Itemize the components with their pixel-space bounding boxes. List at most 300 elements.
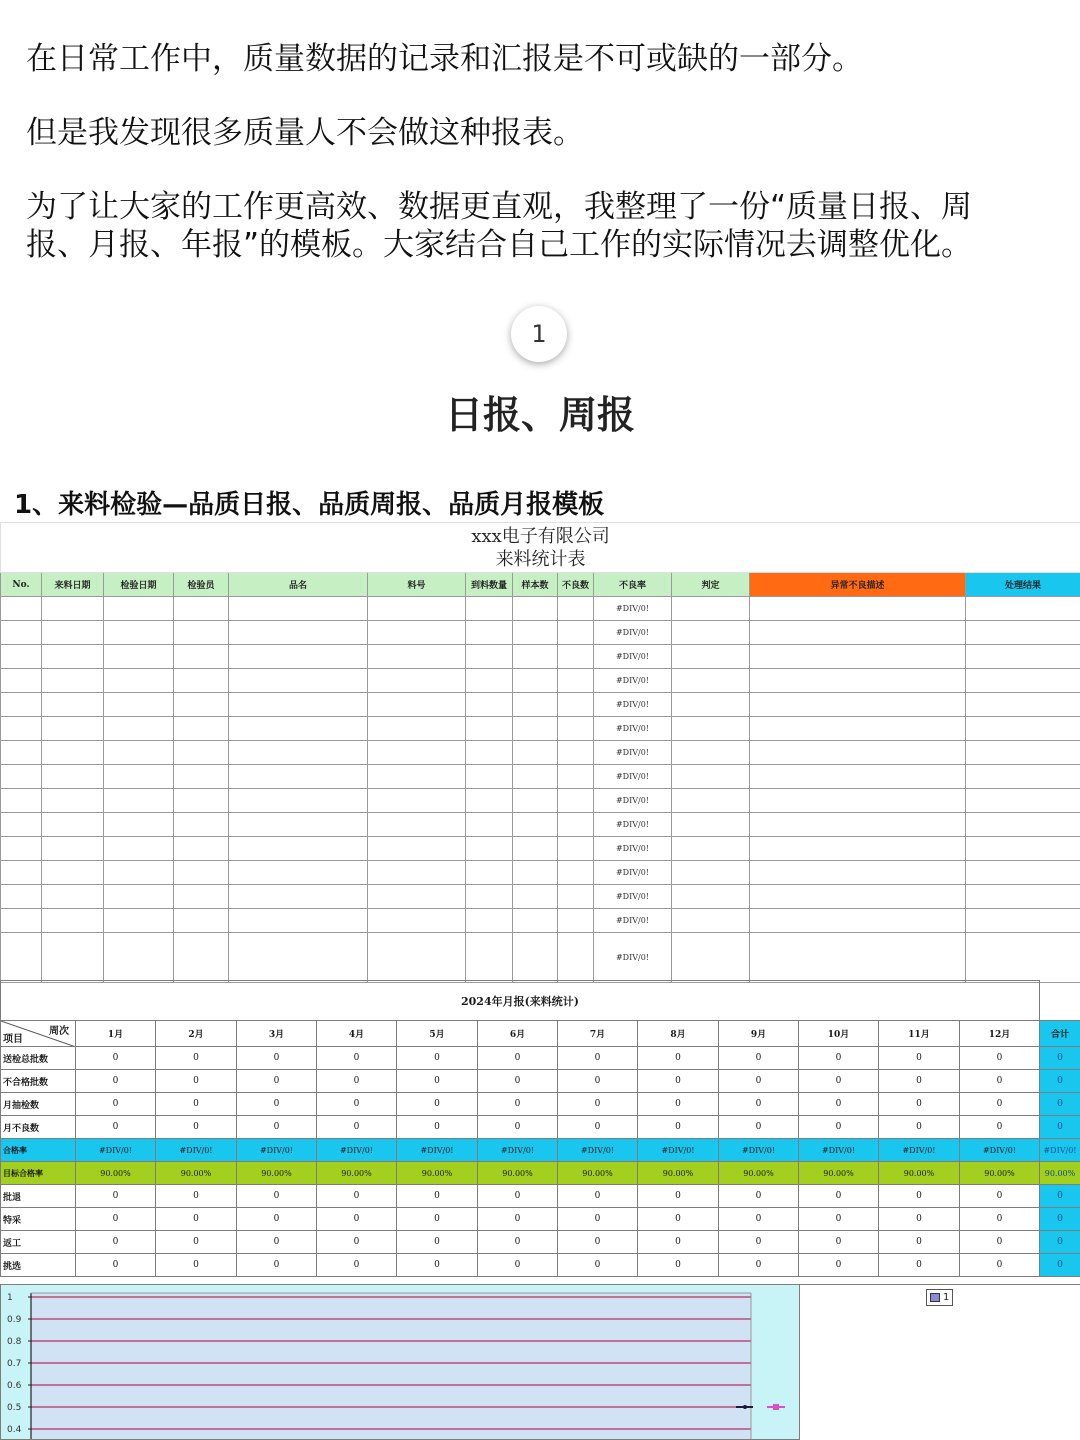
month-header: 9月	[719, 1021, 799, 1047]
monthly-value-cell: 90.00%	[638, 1162, 719, 1185]
monthly-row	[1, 1047, 1080, 1070]
daily-cell	[466, 909, 513, 933]
daily-cell	[1, 789, 42, 813]
daily-row	[1, 909, 1080, 933]
daily-cell	[174, 861, 229, 885]
daily-cell	[1, 909, 42, 933]
daily-cell	[1, 669, 42, 693]
corner-top-label: 周次	[49, 1026, 69, 1037]
daily-cell	[750, 861, 966, 885]
monthly-row	[1, 1254, 1080, 1277]
daily-cell	[368, 621, 466, 645]
monthly-value-cell: 90.00%	[879, 1162, 960, 1185]
monthly-row-label: 特采	[1, 1208, 76, 1231]
daily-cell	[229, 789, 368, 813]
monthly-row	[1, 1093, 1080, 1116]
chart-side-panel	[800, 1284, 1080, 1440]
daily-cell	[466, 669, 513, 693]
monthly-value-cell: 0	[397, 1093, 478, 1116]
daily-cell	[513, 933, 558, 983]
daily-cell	[1, 861, 42, 885]
monthly-value-cell: #DIV/0!	[76, 1139, 156, 1162]
monthly-value-cell: 0	[237, 1070, 317, 1093]
daily-cell	[104, 645, 174, 669]
monthly-value-cell: 0	[638, 1185, 719, 1208]
daily-cell	[42, 693, 104, 717]
monthly-value-cell: 0	[558, 1254, 638, 1277]
monthly-value-cell: 90.00%	[719, 1162, 799, 1185]
daily-row	[1, 693, 1080, 717]
daily-cell	[174, 741, 229, 765]
corner-bottom-label: 项目	[3, 1034, 23, 1045]
daily-cell	[104, 669, 174, 693]
daily-cell	[672, 645, 750, 669]
monthly-value-cell: 0	[478, 1185, 558, 1208]
monthly-value-cell: 0	[317, 1231, 397, 1254]
daily-cell	[966, 597, 1080, 621]
defect-rate-cell: #DIV/0!	[594, 789, 672, 813]
daily-cell	[750, 813, 966, 837]
daily-cell	[104, 861, 174, 885]
monthly-value-cell: 0	[879, 1185, 960, 1208]
daily-cell	[750, 717, 966, 741]
monthly-value-cell: 0	[76, 1254, 156, 1277]
daily-row	[1, 621, 1080, 645]
intro-paragraph-3-line-2: 报、月报、年报”的模板。大家结合自己工作的实际情况去调整优化。	[26, 227, 973, 263]
daily-col-header: 检验员	[174, 573, 229, 597]
daily-cell	[558, 789, 594, 813]
daily-cell	[672, 789, 750, 813]
daily-cell	[1, 645, 42, 669]
daily-cell	[966, 861, 1080, 885]
daily-cell	[558, 885, 594, 909]
defect-rate-cell: #DIV/0!	[594, 885, 672, 909]
daily-col-header: 料号	[368, 573, 466, 597]
monthly-row	[1, 1139, 1080, 1162]
caption-blank-cell	[1040, 981, 1080, 1021]
daily-cell	[229, 717, 368, 741]
daily-cell	[174, 669, 229, 693]
daily-row	[1, 741, 1080, 765]
monthly-value-cell: 0	[558, 1116, 638, 1139]
monthly-total-cell: 0	[1040, 1070, 1080, 1093]
monthly-value-cell: 0	[638, 1231, 719, 1254]
daily-cell	[104, 717, 174, 741]
monthly-row-label: 合格率	[1, 1139, 76, 1162]
daily-cell	[1, 717, 42, 741]
daily-cell	[750, 789, 966, 813]
monthly-value-cell: 0	[638, 1070, 719, 1093]
monthly-value-cell: 0	[799, 1070, 879, 1093]
monthly-value-cell: 0	[879, 1047, 960, 1070]
monthly-value-cell: 90.00%	[478, 1162, 558, 1185]
monthly-value-cell: 0	[237, 1231, 317, 1254]
y-tick-label: 0.9	[7, 1315, 22, 1325]
defect-rate-cell: #DIV/0!	[594, 909, 672, 933]
daily-row	[1, 717, 1080, 741]
monthly-value-cell: 0	[638, 1116, 719, 1139]
intro-text	[26, 40, 1056, 264]
daily-cell	[42, 597, 104, 621]
daily-cell	[513, 813, 558, 837]
monthly-value-cell: 0	[317, 1208, 397, 1231]
daily-cell	[1, 837, 42, 861]
monthly-row-label: 返工	[1, 1231, 76, 1254]
monthly-total-cell: 0	[1040, 1093, 1080, 1116]
daily-cell	[368, 885, 466, 909]
monthly-value-cell: 0	[156, 1116, 237, 1139]
daily-cell	[104, 789, 174, 813]
chart-legend	[926, 1289, 953, 1306]
daily-cell	[672, 693, 750, 717]
monthly-row	[1, 1116, 1080, 1139]
monthly-value-cell: 0	[799, 1254, 879, 1277]
daily-cell	[368, 765, 466, 789]
daily-cell	[229, 669, 368, 693]
daily-cell	[466, 693, 513, 717]
daily-cell	[368, 933, 466, 983]
monthly-value-cell: 0	[558, 1185, 638, 1208]
daily-cell	[42, 909, 104, 933]
daily-cell	[672, 813, 750, 837]
monthly-value-cell: 0	[799, 1116, 879, 1139]
monthly-row-label: 月不良数	[1, 1116, 76, 1139]
monthly-value-cell: 0	[719, 1254, 799, 1277]
month-header: 11月	[879, 1021, 960, 1047]
monthly-value-cell: 0	[879, 1070, 960, 1093]
daily-cell	[174, 693, 229, 717]
defect-rate-cell: #DIV/0!	[594, 765, 672, 789]
daily-cell	[229, 933, 368, 983]
daily-cell	[466, 717, 513, 741]
daily-cell	[750, 909, 966, 933]
monthly-value-cell: 90.00%	[799, 1162, 879, 1185]
monthly-value-cell: #DIV/0!	[879, 1139, 960, 1162]
daily-row	[1, 597, 1080, 621]
daily-cell	[466, 741, 513, 765]
monthly-value-cell: 0	[156, 1070, 237, 1093]
month-header: 5月	[397, 1021, 478, 1047]
daily-cell	[558, 933, 594, 983]
monthly-total-cell: 0	[1040, 1047, 1080, 1070]
daily-cell	[750, 669, 966, 693]
daily-col-header: 处理结果	[966, 573, 1080, 597]
daily-cell	[368, 789, 466, 813]
target-marker-point	[773, 1404, 779, 1410]
monthly-total-cell: #DIV/0!	[1040, 1139, 1080, 1162]
daily-cell	[558, 909, 594, 933]
daily-cell	[229, 765, 368, 789]
daily-cell	[558, 693, 594, 717]
monthly-value-cell: #DIV/0!	[317, 1139, 397, 1162]
month-header: 12月	[960, 1021, 1040, 1047]
monthly-value-cell: 0	[799, 1185, 879, 1208]
incoming-daily-table	[0, 522, 1080, 983]
company-name: xxx电子有限公司	[471, 525, 610, 547]
month-header: 3月	[237, 1021, 317, 1047]
monthly-value-cell: 90.00%	[960, 1162, 1040, 1185]
daily-cell	[104, 885, 174, 909]
defect-rate-cell: #DIV/0!	[594, 933, 672, 983]
daily-cell	[750, 645, 966, 669]
monthly-value-cell: 0	[719, 1070, 799, 1093]
daily-cell	[174, 813, 229, 837]
monthly-value-cell: 0	[237, 1254, 317, 1277]
monthly-value-cell: 0	[558, 1231, 638, 1254]
daily-cell	[368, 861, 466, 885]
monthly-value-cell: 0	[960, 1047, 1040, 1070]
daily-cell	[513, 669, 558, 693]
daily-cell	[42, 861, 104, 885]
monthly-value-cell: 0	[799, 1093, 879, 1116]
daily-cell	[558, 669, 594, 693]
corner-cell	[1, 1021, 76, 1047]
y-tick-label: 0.4	[7, 1425, 22, 1435]
section-title: 日报、周报	[444, 393, 635, 437]
daily-cell	[104, 693, 174, 717]
daily-cell	[104, 765, 174, 789]
daily-cell	[368, 645, 466, 669]
daily-cell	[513, 645, 558, 669]
daily-cell	[368, 669, 466, 693]
monthly-value-cell: 0	[76, 1047, 156, 1070]
monthly-row-label: 挑选	[1, 1254, 76, 1277]
monthly-value-cell: 0	[317, 1185, 397, 1208]
daily-cell	[513, 885, 558, 909]
monthly-row	[1, 1208, 1080, 1231]
daily-cell	[966, 645, 1080, 669]
monthly-total-cell: 0	[1040, 1185, 1080, 1208]
monthly-value-cell: 0	[960, 1231, 1040, 1254]
monthly-value-cell: 0	[397, 1185, 478, 1208]
daily-cell	[368, 597, 466, 621]
daily-row	[1, 837, 1080, 861]
daily-cell	[513, 861, 558, 885]
daily-cell	[966, 621, 1080, 645]
monthly-value-cell: 0	[558, 1070, 638, 1093]
daily-cell	[1, 621, 42, 645]
monthly-value-cell: 0	[478, 1047, 558, 1070]
intro-paragraph-3	[26, 188, 1056, 264]
monthly-value-cell: #DIV/0!	[397, 1139, 478, 1162]
daily-cell	[1, 741, 42, 765]
monthly-caption: 2024年月报(来料统计)	[1, 981, 1040, 1021]
intro-paragraph-3-line-1: 为了让大家的工作更高效、数据更直观，我整理了一份“质量日报、周	[26, 189, 973, 225]
monthly-value-cell: 0	[156, 1047, 237, 1070]
defect-rate-cell: #DIV/0!	[594, 861, 672, 885]
monthly-total-cell: 0	[1040, 1116, 1080, 1139]
daily-row	[1, 789, 1080, 813]
intro-paragraph-2: 但是我发现很多质量人不会做这种报表。	[26, 115, 584, 151]
daily-cell	[104, 813, 174, 837]
monthly-value-cell: 0	[237, 1047, 317, 1070]
monthly-value-cell: 0	[960, 1208, 1040, 1231]
daily-row	[1, 885, 1080, 909]
daily-col-header: 检验日期	[104, 573, 174, 597]
defect-rate-cell: #DIV/0!	[594, 693, 672, 717]
intro-paragraph-1: 在日常工作中，质量数据的记录和汇报是不可或缺的一部分。	[26, 41, 863, 77]
month-header: 7月	[558, 1021, 638, 1047]
daily-cell	[966, 789, 1080, 813]
defect-rate-cell: #DIV/0!	[594, 717, 672, 741]
daily-cell	[42, 765, 104, 789]
monthly-value-cell: 0	[799, 1047, 879, 1070]
monthly-row-label: 不合格批数	[1, 1070, 76, 1093]
table-name: 来料统计表	[495, 548, 586, 570]
daily-cell	[466, 885, 513, 909]
daily-cell	[672, 741, 750, 765]
daily-cell	[750, 741, 966, 765]
daily-row	[1, 813, 1080, 837]
daily-cell	[966, 765, 1080, 789]
daily-cell	[229, 909, 368, 933]
monthly-value-cell: 0	[638, 1093, 719, 1116]
monthly-value-cell: 90.00%	[397, 1162, 478, 1185]
monthly-value-cell: 0	[960, 1185, 1040, 1208]
daily-cell	[1, 597, 42, 621]
monthly-value-cell: 0	[317, 1116, 397, 1139]
monthly-value-cell: #DIV/0!	[478, 1139, 558, 1162]
monthly-value-cell: 0	[960, 1116, 1040, 1139]
monthly-value-cell: 0	[719, 1047, 799, 1070]
daily-cell	[466, 597, 513, 621]
daily-cell	[174, 909, 229, 933]
monthly-value-cell: 0	[558, 1208, 638, 1231]
defect-rate-cell: #DIV/0!	[594, 813, 672, 837]
daily-cell	[466, 645, 513, 669]
daily-cell	[672, 621, 750, 645]
daily-cell	[750, 693, 966, 717]
monthly-value-cell: 0	[638, 1047, 719, 1070]
monthly-value-cell: 0	[879, 1254, 960, 1277]
daily-cell	[966, 885, 1080, 909]
daily-cell	[229, 885, 368, 909]
daily-cell	[229, 813, 368, 837]
y-tick-label: 0.6	[7, 1381, 22, 1391]
section-number-badge: 1	[511, 306, 567, 362]
daily-cell	[513, 789, 558, 813]
total-header: 合计	[1040, 1021, 1080, 1047]
pass-rate-chart	[0, 1284, 800, 1440]
daily-cell	[174, 885, 229, 909]
daily-cell	[466, 813, 513, 837]
daily-cell	[229, 837, 368, 861]
daily-cell	[466, 621, 513, 645]
monthly-value-cell: 0	[478, 1254, 558, 1277]
daily-cell	[750, 765, 966, 789]
monthly-value-cell: 0	[638, 1254, 719, 1277]
daily-cell	[42, 789, 104, 813]
plot-area	[31, 1293, 751, 1440]
daily-cell	[672, 837, 750, 861]
daily-cell	[174, 621, 229, 645]
monthly-value-cell: 0	[156, 1231, 237, 1254]
defect-rate-cell: #DIV/0!	[594, 621, 672, 645]
monthly-report-table	[0, 980, 1080, 1277]
monthly-value-cell: 0	[960, 1254, 1040, 1277]
monthly-value-cell: 0	[558, 1047, 638, 1070]
daily-col-header: 异常不良描述	[750, 573, 966, 597]
monthly-value-cell: 0	[799, 1208, 879, 1231]
daily-row	[1, 645, 1080, 669]
daily-cell	[1, 933, 42, 983]
monthly-value-cell: 0	[719, 1116, 799, 1139]
daily-header-row	[1, 573, 1080, 597]
monthly-value-cell: 0	[317, 1047, 397, 1070]
monthly-value-cell: #DIV/0!	[156, 1139, 237, 1162]
daily-cell	[558, 861, 594, 885]
monthly-value-cell: 0	[719, 1093, 799, 1116]
month-header: 8月	[638, 1021, 719, 1047]
monthly-value-cell: #DIV/0!	[719, 1139, 799, 1162]
daily-cell	[42, 645, 104, 669]
daily-cell	[558, 741, 594, 765]
daily-cell	[672, 885, 750, 909]
daily-cell	[672, 717, 750, 741]
daily-col-header: 品名	[229, 573, 368, 597]
daily-cell	[513, 741, 558, 765]
daily-cell	[672, 669, 750, 693]
monthly-value-cell: 0	[397, 1208, 478, 1231]
monthly-value-cell: 0	[156, 1208, 237, 1231]
monthly-row-label: 目标合格率	[1, 1162, 76, 1185]
daily-cell	[42, 669, 104, 693]
daily-cell	[368, 813, 466, 837]
monthly-row-label: 批退	[1, 1185, 76, 1208]
monthly-value-cell: 0	[478, 1208, 558, 1231]
monthly-value-cell: #DIV/0!	[558, 1139, 638, 1162]
y-tick-label: 1	[7, 1293, 13, 1303]
daily-cell	[229, 861, 368, 885]
daily-cell	[1, 765, 42, 789]
daily-cell	[368, 909, 466, 933]
monthly-total-cell: 0	[1040, 1254, 1080, 1277]
daily-cell	[229, 693, 368, 717]
daily-cell	[966, 717, 1080, 741]
daily-cell	[966, 669, 1080, 693]
monthly-value-cell: 0	[397, 1070, 478, 1093]
daily-row	[1, 861, 1080, 885]
legend-label: 1	[943, 1292, 950, 1303]
monthly-value-cell: 0	[879, 1093, 960, 1116]
daily-cell	[513, 597, 558, 621]
monthly-value-cell: 0	[960, 1070, 1040, 1093]
daily-cell	[42, 717, 104, 741]
daily-cell	[750, 837, 966, 861]
month-header: 4月	[317, 1021, 397, 1047]
daily-cell	[229, 621, 368, 645]
daily-cell	[513, 909, 558, 933]
daily-cell	[672, 597, 750, 621]
daily-cell	[42, 621, 104, 645]
y-tick-label: 0.8	[7, 1337, 22, 1347]
monthly-value-cell: 0	[478, 1093, 558, 1116]
monthly-value-cell: 0	[76, 1185, 156, 1208]
daily-cell	[672, 765, 750, 789]
monthly-value-cell: #DIV/0!	[237, 1139, 317, 1162]
daily-cell	[750, 885, 966, 909]
monthly-value-cell: 0	[719, 1185, 799, 1208]
monthly-value-cell: 0	[397, 1116, 478, 1139]
daily-cell	[174, 645, 229, 669]
monthly-value-cell: 0	[76, 1116, 156, 1139]
monthly-value-cell: #DIV/0!	[799, 1139, 879, 1162]
daily-cell	[672, 933, 750, 983]
daily-cell	[174, 933, 229, 983]
daily-cell	[672, 861, 750, 885]
daily-col-header: 样本数	[513, 573, 558, 597]
daily-cell	[966, 693, 1080, 717]
